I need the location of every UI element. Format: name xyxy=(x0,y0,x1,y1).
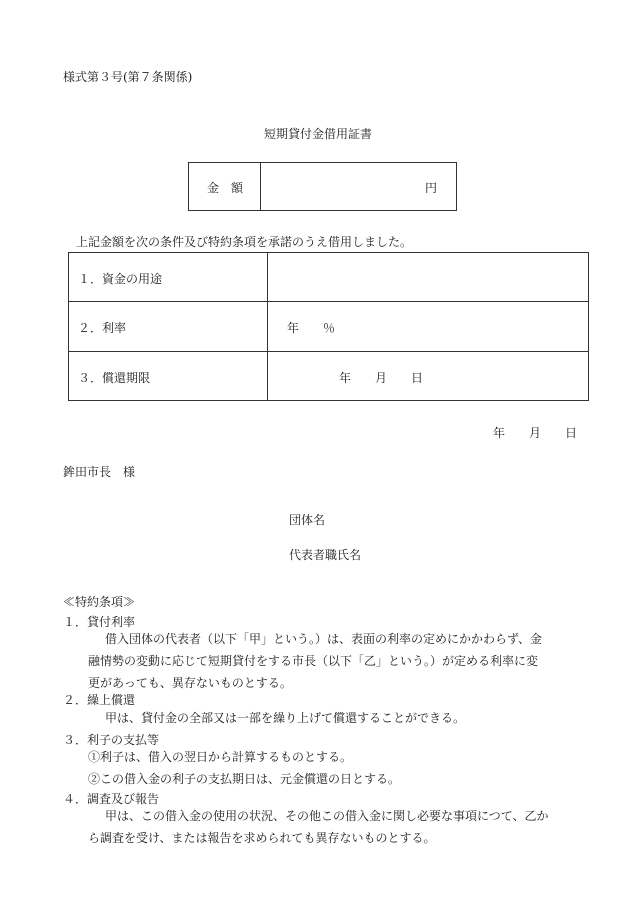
amount-field[interactable] xyxy=(266,172,416,200)
term-line: 甲は、この借入金の使用の状況、その他この借入金に関し必要な事項につて、乙か xyxy=(105,809,549,823)
term-line: ①利子は、借入の翌日から計算するものとする。 xyxy=(88,750,353,764)
amount-divider xyxy=(260,162,261,211)
date-line[interactable]: 年 月 日 xyxy=(493,426,578,440)
special-terms-heading: ≪特約条項≫ xyxy=(63,595,136,609)
term-body xyxy=(88,746,400,790)
document-title: 短期貸付金借用証書 xyxy=(264,127,373,141)
amount-unit: 円 xyxy=(425,181,438,195)
addressee: 鉾田市長 様 xyxy=(63,465,136,479)
condition-value-purpose[interactable] xyxy=(290,270,570,288)
term-heading: １．貸付利率 xyxy=(63,615,136,629)
condition-value-repayment[interactable]: 年 月 日 xyxy=(339,371,424,385)
term-line: 更があっても、異存ないものとする。 xyxy=(88,676,292,690)
term-line: 甲は、貸付金の全部又は一部を繰り上げて償還することができる。 xyxy=(105,711,466,725)
term-heading: ４．調査及び報告 xyxy=(63,792,160,806)
form-number: 様式第３号(第７条関係) xyxy=(63,70,193,84)
term-line: 融情勢の変動に応じて短期貸付をする市長（以下「乙」という。）が定める利率に変 xyxy=(88,654,539,668)
condition-label-purpose: １．資金の用途 xyxy=(78,272,163,286)
term-body xyxy=(88,628,542,694)
conditions-column-divider xyxy=(267,252,268,401)
representative-label: 代表者職氏名 xyxy=(289,548,362,562)
condition-value-interest[interactable]: 年 ％ xyxy=(287,321,336,335)
term-line: 借入団体の代表者（以下「甲」という。）は、表面の利率の定めにかかわらず、金 xyxy=(105,632,543,646)
term-heading: ２．繰上償還 xyxy=(63,693,136,707)
organization-label: 団体名 xyxy=(289,513,326,527)
conditions-row-divider xyxy=(68,301,589,302)
condition-label-repayment: ３．償還期限 xyxy=(78,371,151,385)
term-line: ら調査を受け、または報告を求められても異存ないものとする。 xyxy=(88,831,436,845)
term-line: ②この借入金の利子の支払期日は、元金償還の日とする。 xyxy=(88,772,401,786)
term-body xyxy=(88,805,549,849)
amount-label: 金 額 xyxy=(207,181,244,195)
conditions-row-divider xyxy=(68,351,589,352)
term-body xyxy=(88,707,465,729)
term-heading: ３．利子の支払等 xyxy=(63,733,160,747)
intro-text: 上記金額を次の条件及び特約条項を承諾のうえ借用しました。 xyxy=(76,235,413,249)
condition-label-interest: ２．利率 xyxy=(78,321,127,335)
